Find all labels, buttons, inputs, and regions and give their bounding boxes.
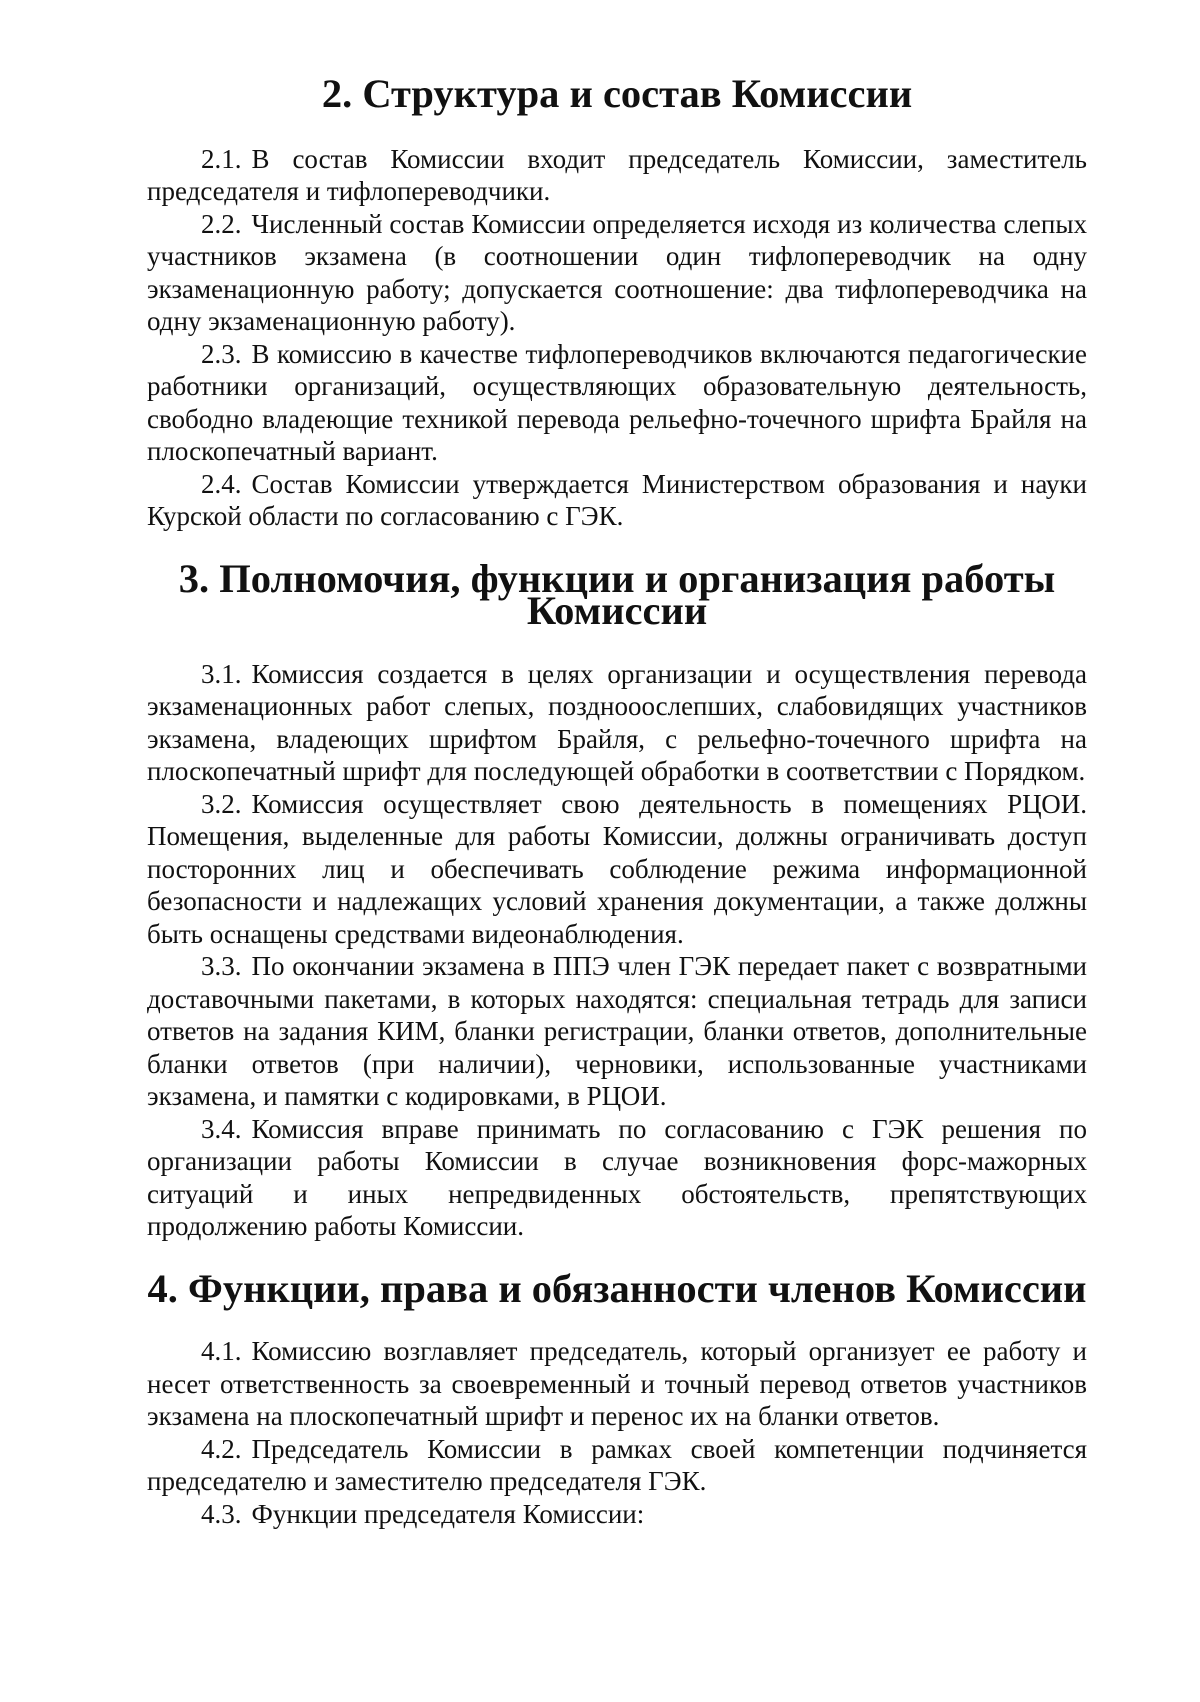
- paragraph-text: Функции председателя Комиссии:: [251, 1498, 645, 1529]
- paragraph-text: Председатель Комиссии в рамках своей компетенции подчиняется председателю и заместителю председателя ГЭК.: [147, 1433, 1087, 1496]
- paragraph-number: 2.3.: [201, 338, 242, 369]
- paragraph-text: Комиссия вправе принимать по согласованию с ГЭК решения по организации работы Комиссии в случае возникновения форс-мажорных ситуаций и иных непредвиденных обстоятельств, препятствующих продолжению работы Комиссии.: [147, 1113, 1087, 1241]
- paragraph-2-4: [147, 468, 1087, 533]
- paragraph-2-2: [147, 208, 1087, 338]
- paragraph-text: По окончании экзамена в ППЭ член ГЭК передает пакет с возвратными доставочными пакетами, в которых находятся: специальная тетрадь для записи ответов на задания КИМ, бланки регистрации, бланки ответов, дополнительные бланки ответов (при наличии), черновики, использованные участниками экзамена, и памятки с кодировками, в РЦОИ.: [147, 951, 1087, 1111]
- paragraph-text: Комиссию возглавляет председатель, который организует ее работу и несет ответственность за своевременный и точный перевод ответов участников экзамена на плоскопечатный шрифт и перенос их на бланки ответов.: [147, 1336, 1087, 1431]
- paragraph-number: 4.2.: [201, 1433, 242, 1464]
- section-heading-3: 3. Полномочия, функции и организация работы Комиссии: [178, 555, 1056, 633]
- document-body: [147, 71, 1087, 1530]
- paragraph-3-4: [147, 1113, 1087, 1243]
- paragraph-2-3: [147, 338, 1087, 468]
- paragraph-text: Численный состав Комиссии определяется исходя из количества слепых участников экзамена (в соотношении один тифлопереводчик на одну экзаменационную работу; допускается соотношение: два тифлопереводчика на одну экзаменационную работу).: [147, 208, 1087, 336]
- paragraph-4-3: [147, 1498, 1087, 1531]
- paragraph-3-2: [147, 788, 1087, 951]
- paragraph-number: 2.2.: [201, 208, 242, 239]
- paragraph-text: Состав Комиссии утверждается Министерством образования и науки Курской области по согласованию с ГЭК.: [147, 468, 1087, 531]
- paragraph-text: Комиссия создается в целях организации и осуществления перевода экзаменационных работ слепых, позднооослепших, слабовидящих участников экзамена, владеющих шрифтом Брайля, с рельефно-точечного шрифта на плоскопечатный шрифт для последующей обработки в соответствии с Порядком.: [147, 658, 1087, 786]
- paragraph-number: 3.1.: [201, 658, 242, 689]
- paragraph-4-2: [147, 1433, 1087, 1498]
- paragraph-text: В комиссию в качестве тифлопереводчиков включаются педагогические работники организаций, осуществляющих образовательную деятельность, свободно владеющие техникой перевода рельефно-точечного шрифта Брайля на плоскопечатный вариант.: [147, 338, 1087, 466]
- paragraph-text: Комиссия осуществляет свою деятельность в помещениях РЦОИ. Помещения, выделенные для работы Комиссии, должны ограничивать доступ посторонних лиц и обеспечивать соблюдение режима информационной безопасности и надлежащих условий хранения документации, а также должны быть оснащены средствами видеонаблюдения.: [147, 788, 1087, 949]
- paragraph-number: 2.1.: [201, 143, 242, 174]
- paragraph-number: 3.4.: [201, 1113, 242, 1144]
- section-heading-4: 4. Функции, права и обязанности членов Комиссии: [147, 1265, 1087, 1311]
- paragraph-number: 4.1.: [201, 1336, 242, 1366]
- paragraph-3-1: [147, 658, 1087, 788]
- section-heading-2: 2. Структура и состав Комиссии: [321, 71, 913, 116]
- paragraph-text: В состав Комиссии входит председатель Комиссии, заместитель председателя и тифлопереводчики.: [147, 143, 1087, 206]
- paragraph-2-1: [147, 143, 1087, 208]
- paragraph-number: 3.2.: [201, 788, 242, 819]
- paragraph-3-3: [147, 950, 1087, 1113]
- paragraph-4-1: [147, 1335, 1087, 1433]
- paragraph-number: 4.3.: [201, 1498, 242, 1529]
- paragraph-number: 2.4.: [201, 468, 242, 499]
- paragraph-number: 3.3.: [201, 951, 242, 981]
